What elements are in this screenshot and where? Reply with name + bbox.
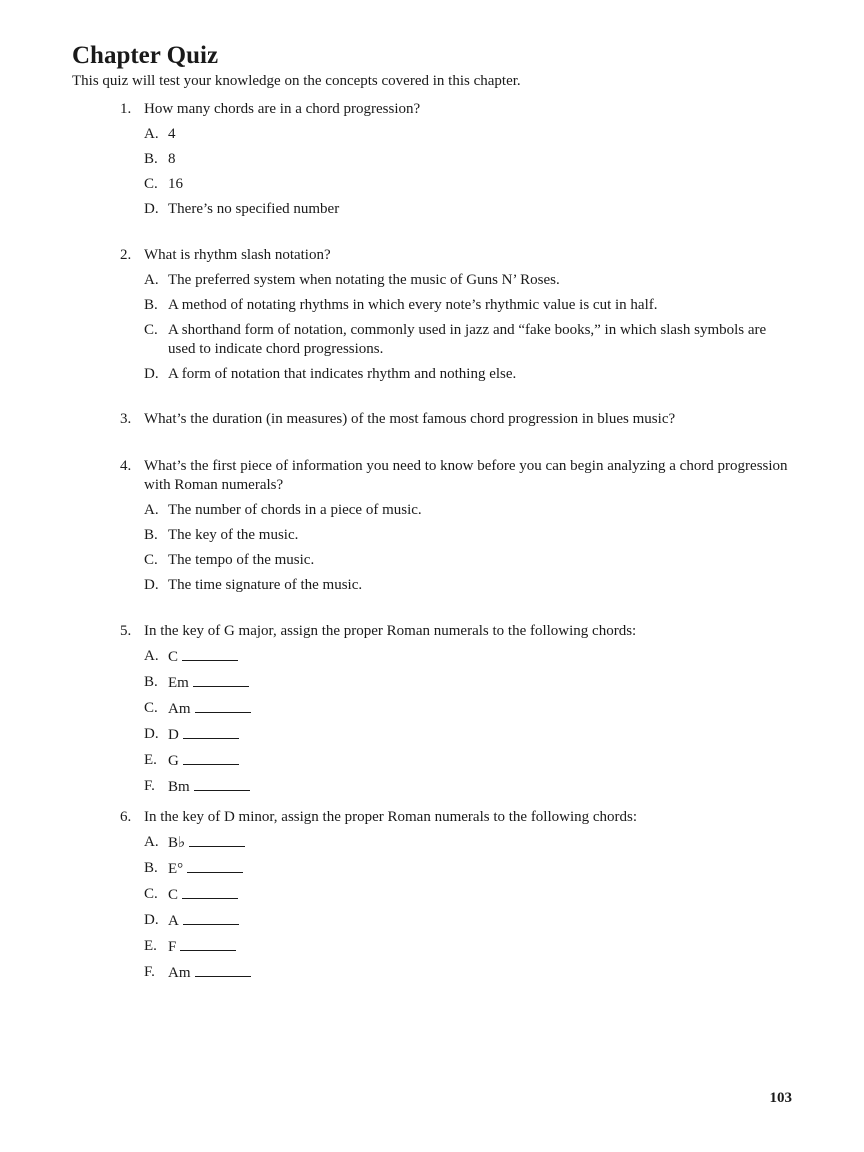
chord-name: B♭ bbox=[168, 835, 186, 851]
answer-option bbox=[144, 647, 792, 667]
option-text: The time signature of the music. bbox=[168, 577, 363, 593]
option-letter: C. bbox=[144, 700, 158, 716]
question-3 bbox=[120, 410, 792, 429]
question-text: How many chords are in a chord progression? bbox=[144, 101, 421, 117]
question-stem bbox=[120, 246, 792, 265]
question-number: 6. bbox=[120, 809, 132, 825]
question-4 bbox=[120, 457, 792, 601]
option-text: The tempo of the music. bbox=[168, 552, 315, 568]
option-letter: B. bbox=[144, 151, 158, 167]
answer-option bbox=[144, 271, 792, 290]
option-text: The key of the music. bbox=[168, 527, 299, 543]
chord-name: Em bbox=[168, 675, 189, 691]
chord-name: G bbox=[168, 753, 179, 769]
question-text: In the key of D minor, assign the proper Roman numerals to the following chords: bbox=[144, 809, 638, 825]
option-letter: A. bbox=[144, 834, 159, 850]
option-text: A form of notation that indicates rhythm and nothing else. bbox=[168, 366, 517, 382]
answer-option bbox=[144, 911, 792, 931]
option-text: A shorthand form of notation, commonly used in jazz and “fake books,” in which slash symbols are used to indicate chord progressions. bbox=[168, 322, 767, 357]
option-text: 4 bbox=[168, 126, 176, 142]
option-letter: D. bbox=[144, 577, 159, 593]
option-text: 8 bbox=[168, 151, 176, 167]
option-text: The preferred system when notating the music of Guns N’ Roses. bbox=[168, 272, 560, 288]
question-6 bbox=[120, 808, 792, 989]
option-letter: A. bbox=[144, 126, 159, 142]
option-text: There’s no specified number bbox=[168, 201, 340, 217]
option-letter: B. bbox=[144, 860, 158, 876]
option-letter: F. bbox=[144, 778, 155, 794]
answer-option bbox=[144, 150, 792, 169]
page-title: Chapter Quiz bbox=[72, 42, 219, 69]
answer-option bbox=[144, 526, 792, 545]
answer-options bbox=[144, 271, 792, 384]
question-number: 3. bbox=[120, 411, 132, 427]
question-stem bbox=[120, 808, 792, 827]
answer-option bbox=[144, 673, 792, 693]
question-number: 5. bbox=[120, 623, 132, 639]
quiz-intro: This quiz will test your knowledge on the concepts covered in this chapter. bbox=[72, 73, 521, 89]
chord-name: E° bbox=[168, 861, 184, 877]
question-text: What’s the first piece of information you need to know before you can begin analyzing a chord progression with Roman numerals? bbox=[144, 458, 788, 493]
answer-blank bbox=[180, 937, 236, 951]
option-letter: A. bbox=[144, 502, 159, 518]
question-number: 4. bbox=[120, 458, 132, 474]
option-letter: D. bbox=[144, 726, 159, 742]
chord-name: Am bbox=[168, 701, 191, 717]
answer-option bbox=[144, 551, 792, 570]
answer-option bbox=[144, 125, 792, 144]
answer-option bbox=[144, 175, 792, 194]
option-letter: C. bbox=[144, 176, 158, 192]
chord-name: F bbox=[168, 939, 177, 955]
answer-option bbox=[144, 576, 792, 595]
question-number: 2. bbox=[120, 247, 132, 263]
answer-blank bbox=[193, 673, 249, 687]
answer-blank bbox=[195, 963, 251, 977]
option-letter: C. bbox=[144, 322, 158, 338]
answer-option bbox=[144, 937, 792, 957]
question-5 bbox=[120, 622, 792, 803]
question-stem bbox=[120, 410, 792, 429]
answer-option bbox=[144, 833, 792, 853]
answer-option bbox=[144, 777, 792, 797]
answer-blank bbox=[182, 885, 238, 899]
question-2 bbox=[120, 246, 792, 390]
chord-name: Am bbox=[168, 965, 191, 981]
option-letter: B. bbox=[144, 297, 158, 313]
chord-name: A bbox=[168, 913, 179, 929]
page-number: 103 bbox=[769, 1090, 792, 1106]
question-number: 1. bbox=[120, 101, 132, 117]
option-text: A method of notating rhythms in which every note’s rhythmic value is cut in half. bbox=[168, 297, 658, 313]
question-stem bbox=[120, 457, 792, 495]
option-letter: D. bbox=[144, 912, 159, 928]
answer-options bbox=[144, 501, 792, 595]
answer-option bbox=[144, 365, 792, 384]
option-letter: D. bbox=[144, 201, 159, 217]
answer-option bbox=[144, 321, 792, 359]
chord-name: D bbox=[168, 727, 179, 743]
question-text: What is rhythm slash notation? bbox=[144, 247, 331, 263]
question-stem bbox=[120, 622, 792, 641]
answer-option bbox=[144, 859, 792, 879]
answer-blank bbox=[195, 699, 251, 713]
answer-option bbox=[144, 751, 792, 771]
chord-name: C bbox=[168, 649, 179, 665]
answer-blank bbox=[194, 777, 250, 791]
answer-options bbox=[144, 647, 792, 797]
answer-blank bbox=[187, 859, 243, 873]
answer-blank bbox=[182, 647, 238, 661]
answer-option bbox=[144, 885, 792, 905]
option-letter: A. bbox=[144, 648, 159, 664]
option-text: 16 bbox=[168, 176, 183, 192]
option-letter: C. bbox=[144, 886, 158, 902]
option-letter: F. bbox=[144, 964, 155, 980]
chord-name: Bm bbox=[168, 779, 190, 795]
option-text: The number of chords in a piece of music. bbox=[168, 502, 422, 518]
question-text: In the key of G major, assign the proper Roman numerals to the following chords: bbox=[144, 623, 637, 639]
answer-option bbox=[144, 963, 792, 983]
option-letter: B. bbox=[144, 527, 158, 543]
answer-option bbox=[144, 699, 792, 719]
chord-name: C bbox=[168, 887, 179, 903]
option-letter: D. bbox=[144, 366, 159, 382]
answer-option bbox=[144, 725, 792, 745]
answer-blank bbox=[183, 911, 239, 925]
option-letter: E. bbox=[144, 938, 157, 954]
question-text: What’s the duration (in measures) of the most famous chord progression in blues music? bbox=[144, 411, 676, 427]
answer-option bbox=[144, 501, 792, 520]
option-letter: E. bbox=[144, 752, 157, 768]
option-letter: B. bbox=[144, 674, 158, 690]
answer-blank bbox=[183, 751, 239, 765]
answer-option bbox=[144, 200, 792, 219]
answer-blank bbox=[183, 725, 239, 739]
option-letter: C. bbox=[144, 552, 158, 568]
option-letter: A. bbox=[144, 272, 159, 288]
answer-options bbox=[144, 833, 792, 983]
question-stem bbox=[120, 100, 792, 119]
question-1 bbox=[120, 100, 792, 225]
answer-option bbox=[144, 296, 792, 315]
answer-blank bbox=[189, 833, 245, 847]
answer-options bbox=[144, 125, 792, 219]
